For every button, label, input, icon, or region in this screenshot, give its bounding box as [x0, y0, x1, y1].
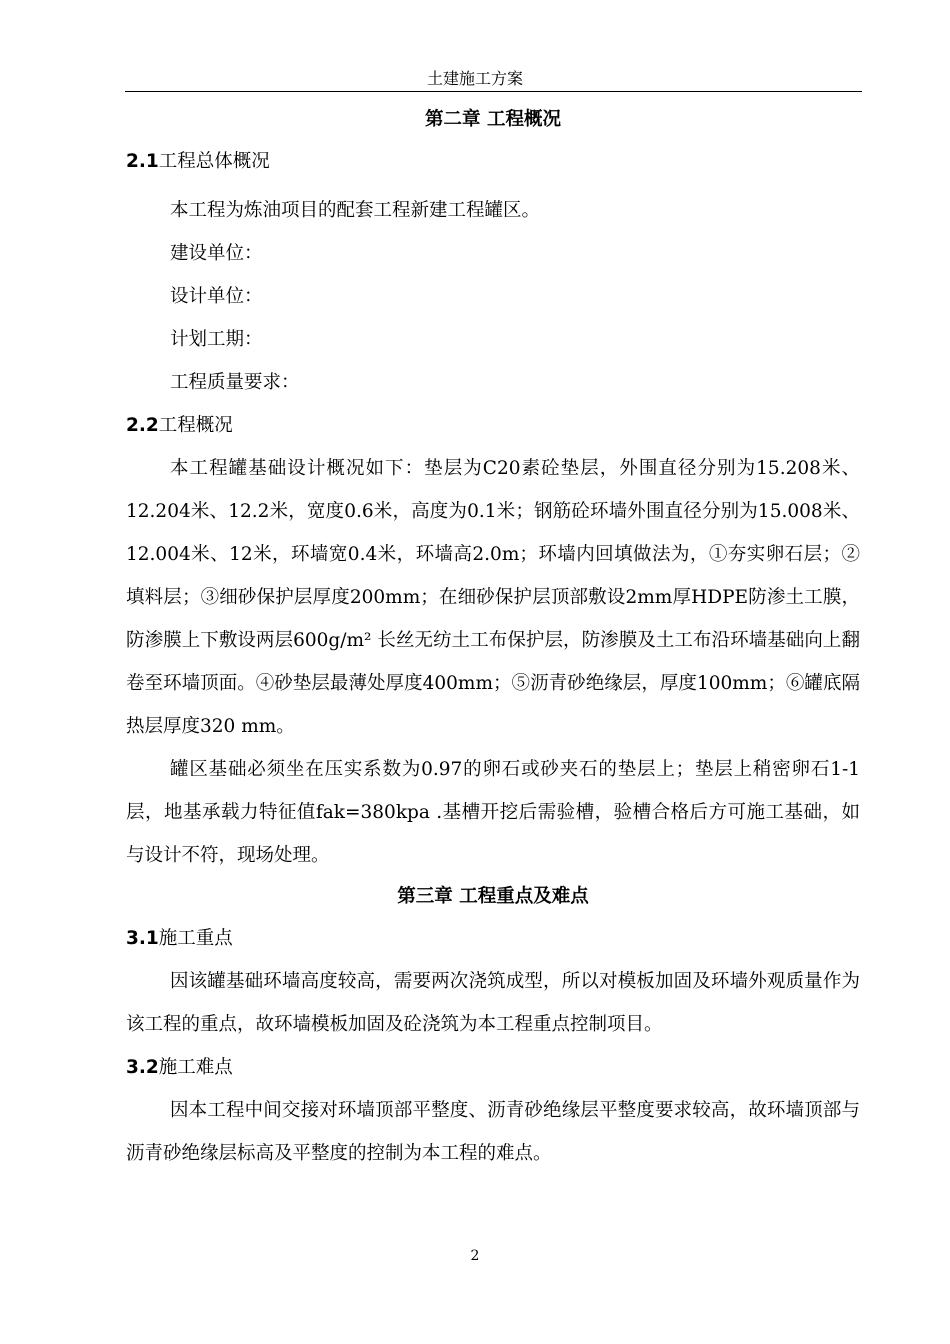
- quality-requirement: 工程质量要求：: [170, 372, 300, 393]
- document-body: [126, 100, 860, 1175]
- chapter-3-title: 第三章 工程重点及难点: [397, 886, 589, 907]
- key-points-paragraph: 因该罐基础环墙高度较高，需要两次浇筑成型，所以对模板加固及环墙外观质量作为该工程的重点，故环墙模板加固及砼浇筑为本工程重点控制项目。: [126, 971, 860, 1035]
- section-number: 2.1: [126, 151, 159, 172]
- chapter-2-title: 第二章 工程概况: [425, 109, 561, 130]
- section-title: 工程总体概况: [158, 151, 270, 172]
- design-unit: 设计单位：: [170, 286, 263, 307]
- page-number: 2: [470, 1248, 480, 1264]
- section-number: 3.1: [126, 928, 159, 949]
- project-intro: 本工程为炼油项目的配套工程新建工程罐区。: [170, 200, 541, 221]
- difficulties-paragraph: 因本工程中间交接对环墙顶部平整度、沥青砂绝缘层平整度要求较高，故环墙顶部与沥青砂绝缘层标高及平整度的控制为本工程的难点。: [126, 1100, 860, 1164]
- section-3-2-heading: [126, 1046, 860, 1089]
- header-rule: [125, 91, 862, 92]
- section-title: 工程概况: [158, 415, 233, 436]
- section-3-1-heading: [126, 917, 860, 960]
- section-number: 2.2: [126, 415, 159, 436]
- foundation-design-paragraph: 本工程罐基础设计概况如下：垫层为C20素砼垫层，外围直径分别为15.208米、12.204米、12.2米，宽度0.6米，高度为0.1米；钢筋砼环墙外围直径分别为15.008米、12.004米、12米，环墙宽0.4米，环墙高2.0m；环墙内回填做法为，①夯实卵石层；②填料层；③细砂保护层厚度200mm；在细砂保护层顶部敷设2mm厚HDPE防渗土工膜，防渗膜上下敷设两层600g/m² 长丝无纺土工布保护层，防渗膜及土工布沿环墙基础向上翻卷至环墙顶面。④砂垫层最薄处厚度400mm；⑤沥青砂绝缘层，厚度100mm；⑥罐底隔热层厚度320 mm。: [126, 458, 860, 737]
- section-title: 施工难点: [158, 1057, 233, 1078]
- section-2-1-heading: [126, 140, 860, 183]
- planned-schedule: 计划工期：: [170, 329, 263, 350]
- section-2-2-heading: [126, 404, 860, 447]
- section-number: 3.2: [126, 1057, 159, 1078]
- section-title: 施工重点: [158, 928, 233, 949]
- foundation-requirement-paragraph: 罐区基础必须坐在压实系数为0.97的卵石或砂夹石的垫层上；垫层上稍密卵石1-1层，地基承载力特征值fak=380kpa .基槽开挖后需验槽，验槽合格后方可施工基础，如与设计不符，现场处理。: [126, 759, 860, 866]
- running-header: 土建施工方案: [426, 69, 523, 88]
- owner-unit: 建设单位：: [170, 243, 263, 264]
